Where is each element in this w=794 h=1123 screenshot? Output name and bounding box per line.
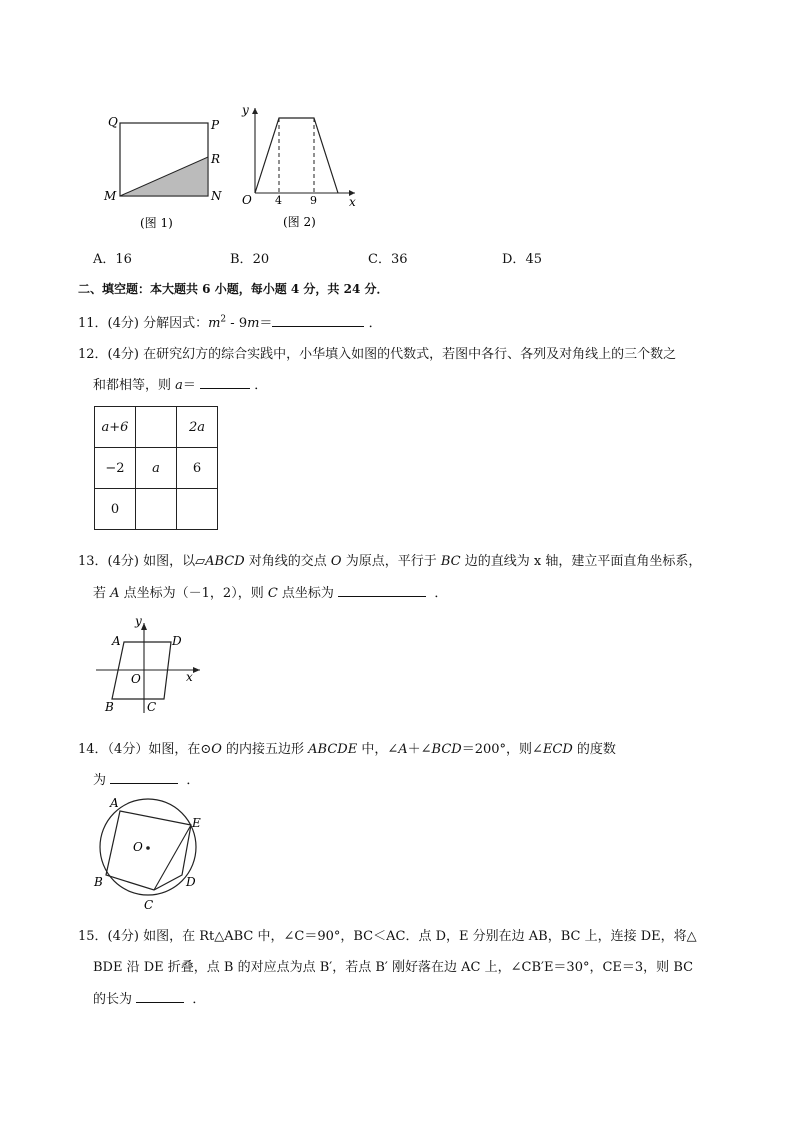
figure-q14	[90, 795, 210, 915]
cell-r2c2: a	[136, 448, 177, 489]
label-r: R	[211, 152, 221, 166]
question-12-line1: 12．(4分) 在研究幻方的综合实践中，小华填入如图的代数式，若图中各行、各列及对角线上的三个数之	[78, 347, 677, 362]
question-11: 11．(4分) 分解因式：$m^2 - 9m=$ ．	[78, 314, 382, 331]
answer-blank-15[interactable]	[136, 990, 184, 1003]
answer-blank-11[interactable]	[272, 314, 364, 327]
center-dot	[146, 846, 150, 850]
shaded-triangle	[120, 157, 208, 196]
answer-blank-12[interactable]	[200, 376, 250, 389]
answer-blank-14[interactable]	[110, 771, 178, 784]
label-x: x	[349, 195, 356, 209]
option-a: A．16	[93, 252, 132, 267]
y-axis-arrow	[141, 623, 147, 630]
question-15-line2: BDE 沿 DE 折叠，点 B 的对应点为点 B′，若点 B′ 刚好落在边 AC 上，∠CB′E＝30°，CE＝3，则 BC	[93, 960, 694, 975]
label-m: M	[104, 189, 117, 203]
question-12-line2: 和都相等，则 a＝ ．	[93, 378, 268, 393]
figure-1	[100, 105, 230, 235]
cell-r1c3: 2a	[177, 407, 218, 448]
cell-r3c2	[136, 489, 177, 530]
section-2-title: 二、填空题：本大题共 6 小题，每小题 4 分，共 24 分．	[78, 282, 389, 296]
label-b: B	[105, 700, 114, 714]
caption-fig1: (图 1)	[140, 216, 173, 230]
label-b: B	[94, 875, 103, 889]
label-e: E	[192, 816, 201, 830]
question-14-line2: 为 ．	[93, 773, 200, 788]
label-c: C	[147, 700, 157, 714]
question-15-line3: 的长为 ．	[93, 992, 206, 1007]
cell-r1c2	[136, 407, 177, 448]
cell-r2c1: −2	[95, 448, 136, 489]
cell-r3c3	[177, 489, 218, 530]
label-a: A	[112, 634, 121, 648]
figure-2	[235, 98, 365, 238]
label-d: D	[172, 634, 182, 648]
magic-square	[94, 406, 218, 530]
cell-r2c3: 6	[177, 448, 218, 489]
option-b: B．20	[230, 252, 270, 267]
answer-blank-13[interactable]	[338, 584, 426, 597]
label-y: y	[135, 615, 142, 628]
question-14-line1: 14．（4分）如图，在⊙O 的内接五边形 ABCDE 中，∠A＋∠BCD＝200°，则∠ECD 的度数	[78, 742, 616, 757]
cell-r1c1: a+6	[95, 407, 136, 448]
label-p: P	[211, 118, 220, 132]
option-c: C．36	[368, 252, 408, 267]
y-axis-arrow	[252, 108, 258, 114]
option-d: D．45	[502, 252, 542, 267]
tick-4: 4	[275, 194, 282, 207]
question-15-line1: 15．(4分) 如图，在 Rt△ABC 中，∠C＝90°，BC＜AC．点 D，E 分别在边 AB，BC 上，连接 DE，将△	[78, 929, 697, 944]
label-y: y	[242, 103, 249, 117]
label-o: O	[133, 840, 143, 854]
question-13-line1: 13．(4分) 如图，以▱ABCD 对角线的交点 O 为原点，平行于 BC 边的直线为 x 轴，建立平面直角坐标系，	[78, 554, 702, 569]
label-x: x	[186, 670, 193, 684]
pentagon-abcde	[106, 811, 191, 890]
tick-9: 9	[310, 194, 317, 207]
figure-q13	[92, 615, 212, 720]
label-n: N	[211, 189, 222, 203]
cell-r3c1: 0	[95, 489, 136, 530]
label-d: D	[186, 875, 196, 889]
label-origin: O	[242, 193, 252, 207]
label-q: Q	[108, 115, 118, 129]
label-c: C	[144, 898, 154, 912]
label-o: O	[131, 672, 141, 686]
label-a: A	[110, 796, 119, 810]
question-13-line2: 若 A 点坐标为（－1，2），则 C 点坐标为 ．	[93, 586, 448, 601]
caption-fig2: (图 2)	[283, 215, 316, 229]
x-axis-arrow	[193, 667, 200, 673]
trapezoid-graph	[255, 118, 338, 193]
